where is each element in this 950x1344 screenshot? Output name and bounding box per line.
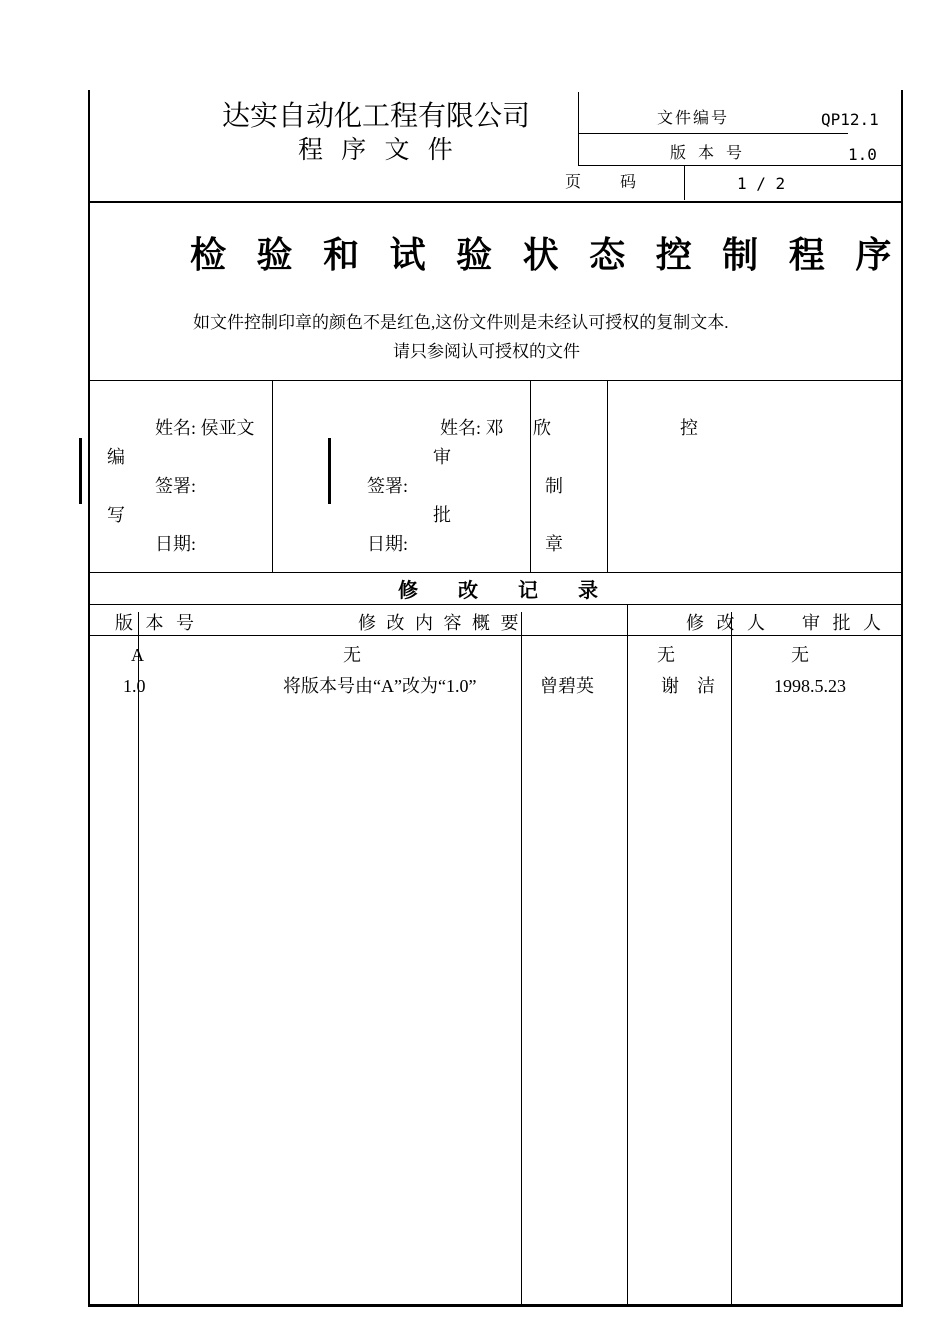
header-meta-rule-1: [578, 133, 848, 134]
header-page-divider: [684, 166, 685, 200]
row-content: 将版本号由“A”改为“1.0”: [283, 676, 477, 696]
header-meta-rule-2: [578, 165, 901, 166]
page-label-1: 页: [565, 174, 582, 191]
row-content: 无: [343, 645, 361, 665]
frame-bottom-border: [88, 1304, 903, 1307]
writer-date: 日期:: [155, 534, 197, 554]
approver-name-tail: 欣: [533, 418, 551, 438]
col-header-reviser: 修 改 人: [686, 613, 769, 633]
writer-name: 姓名: 侯亚文: [155, 418, 255, 438]
doc-type: 程 序 文 件: [298, 137, 459, 164]
revision-col-line-3: [627, 604, 628, 1304]
row-reviser: 无: [657, 645, 675, 665]
page-label-2: 码: [620, 174, 637, 191]
approver-date: 日期:: [367, 534, 409, 554]
writer-sign: 签署:: [155, 476, 197, 496]
revision-col-line-2: [521, 612, 522, 1304]
control-stamp-char-2: 制: [545, 476, 563, 496]
row-version: A: [131, 645, 144, 665]
writer-label-1: 编: [107, 447, 125, 467]
margin-mark-left: [79, 438, 82, 504]
approver-name: 姓名: 邓: [440, 418, 504, 438]
row-approver: 无: [791, 645, 809, 665]
approver-label-1: 审: [433, 447, 451, 467]
header-bottom-rule: [88, 201, 903, 203]
row-approver: 1998.5.23: [774, 676, 846, 696]
version-label: 版 本 号: [670, 145, 747, 162]
control-stamp-char-3: 章: [545, 534, 563, 554]
page-value: 1 / 2: [737, 174, 786, 193]
writer-label-2: 写: [107, 505, 125, 525]
sig-divider-3: [607, 381, 608, 572]
revision-record-title: 修 改 记 录: [398, 578, 598, 602]
row-reviser: 谢 洁: [661, 676, 715, 696]
file-no-value: QP12.1: [821, 110, 879, 129]
frame-right-border: [901, 90, 903, 1307]
col-header-version: 版 本 号: [115, 613, 198, 633]
revision-col-line-4: [731, 612, 732, 1304]
header-meta-left-border: [578, 92, 579, 165]
copy-notice-2: 请只参阅认可授权的文件: [393, 342, 580, 361]
revision-header-rule: [88, 635, 903, 636]
row-version: 1.0: [123, 676, 146, 696]
document-title: 检 验 和 试 验 状 态 控 制 程 序: [190, 235, 901, 276]
version-value: 1.0: [848, 145, 877, 164]
row-extra: 曾碧英: [540, 676, 594, 696]
approver-sign: 签署:: [367, 476, 409, 496]
signature-bottom-rule: [88, 572, 903, 573]
sig-divider-1: [272, 381, 273, 572]
sig-divider-2: [530, 381, 531, 572]
margin-mark-center: [328, 438, 331, 504]
col-header-approver: 审 批 人: [802, 613, 885, 633]
company-name: 达实自动化工程有限公司: [222, 99, 531, 132]
title-bottom-rule: [88, 380, 903, 381]
control-stamp-char-1: 控: [680, 418, 698, 438]
file-no-label: 文件编号: [657, 110, 730, 127]
col-header-content: 修 改 内 容 概 要: [358, 613, 522, 633]
frame-left-border: [88, 90, 90, 1307]
revision-title-rule: [88, 604, 903, 605]
revision-col-line-1: [138, 612, 139, 1304]
approver-label-2: 批: [433, 505, 451, 525]
copy-notice: 如文件控制印章的颜色不是红色,这份文件则是未经认可授权的复制文本.: [193, 313, 729, 332]
